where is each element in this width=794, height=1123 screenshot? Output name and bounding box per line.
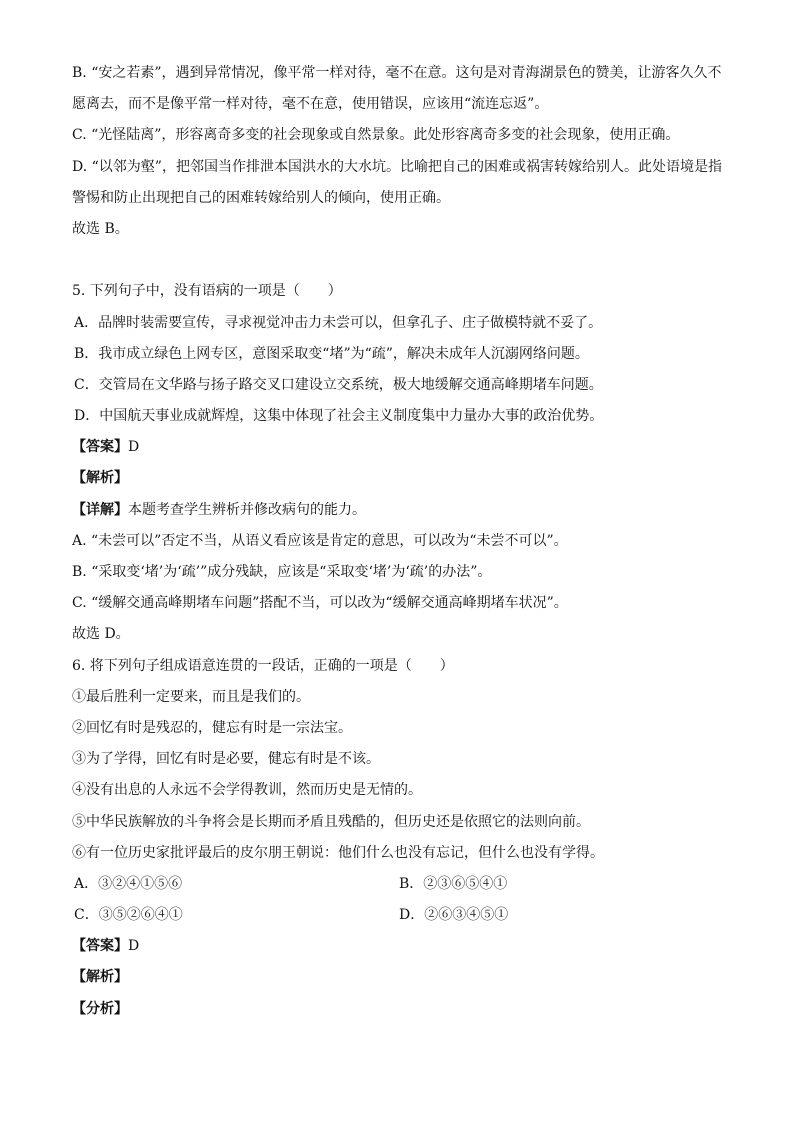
q6-sentence: ①最后胜利一定要来，而且是我们的。 (72, 688, 310, 705)
text-line: 愿离去，而不是像平常一样对待，毫不在意，使用错误，应该用“流连忘返”。 (72, 96, 549, 113)
detail-tag: 【详解】 (72, 501, 128, 518)
q6-sentence: ④没有出息的人永远不会学得教训，然而历史是无情的。 (72, 782, 422, 799)
analyze-tag: 【分析】 (72, 1000, 128, 1017)
q6-option-b: B．②③⑥⑤④① (399, 875, 508, 892)
q6-sentence: ⑤中华民族解放的斗争将会是长期而矛盾且残酷的，但历史还是依照它的法则向前。 (72, 813, 590, 830)
text-line: 故选 B。 (72, 220, 129, 237)
text-line: D. “以邻为壑”，把邻国当作排泄本国洪水的大水坑。比喻把自己的困难或祸害转嫁给别人。此处语境是指 (72, 158, 722, 175)
analysis-tag: 【解析】 (72, 470, 128, 487)
question-6-stem: 6. 将下列句子组成语意连贯的一段话，正确的一项是（ ） (72, 657, 454, 674)
q6-analyze (72, 994, 724, 1025)
answer-tag: 【答案】 (72, 439, 128, 456)
analysis-tag: 【解析】 (72, 969, 128, 986)
q6-options-row-1 (72, 869, 724, 900)
q6-option-c: C．③⑤②⑥④① (74, 907, 183, 924)
q5-analysis (72, 463, 724, 494)
q6-answer (72, 931, 724, 962)
q5-detail (72, 495, 724, 526)
question-5-stem: 5. 下列句子中，没有语病的一项是（ ） (72, 283, 342, 300)
q5-option-d: D．中国航天事业成就辉煌，这集中体现了社会主义制度集中力量办大事的政治优势。 (74, 408, 604, 425)
q5-option-c: C．交管局在文华路与扬子路交叉口建设立交系统，极大地缓解交通高峰期堵车问题。 (74, 376, 603, 393)
q5-explain-a: A. “未尝可以”否定不当，从语义看应该是肯定的意思，可以改为“未尝不可以”。 (72, 532, 568, 549)
q5-option-a: A．品牌时装需要宣传，寻求视觉冲击力未尝可以，但拿孔子、庄子做模特就不妥了。 (74, 314, 603, 331)
q6-option-a: A．③②④①⑤⑥ (74, 875, 183, 892)
q5-explain-b: B. “采取变‘堵’为‘疏’”成分残缺，应该是“采取变‘堵’为‘疏’的办法”。 (72, 564, 492, 580)
q5-option-b: B．我市成立绿色上网专区，意图采取变“堵”为“疏”，解决未成年人沉溺网络问题。 (74, 345, 589, 362)
text-line: 警惕和防止出现把自己的困难转嫁给别人的倾向，使用正确。 (72, 189, 450, 206)
q6-sentence: ③为了学得，回忆有时是必要，健忘有时是不该。 (72, 751, 380, 768)
q6-sentence: ⑥有一位历史家批评最后的皮尔朋王朝说：他们什么也没有忘记，但什么也没有学得。 (72, 844, 604, 861)
q6-sentence: ②回忆有时是残忍的，健忘有时是一宗法宝。 (72, 719, 352, 736)
q5-conclusion: 故选 D。 (72, 626, 130, 643)
q6-options-row-2 (72, 900, 724, 931)
q6-option-d: D．②⑥③④⑤① (399, 907, 509, 924)
q5-explain-c: C. “缓解交通高峰期堵车问题”搭配不当，可以改为“缓解交通高峰期堵车状况”。 (72, 595, 568, 612)
detail-text: 本题考查学生辨析并修改病句的能力。 (128, 501, 366, 518)
spacer (72, 245, 724, 276)
answer-tag: 【答案】 (72, 938, 128, 955)
document-page (72, 58, 724, 1025)
text-line: C. “光怪陆离”，形容离奇多变的社会现象或自然景象。此处形容离奇多变的社会现象，使用正确。 (72, 127, 680, 144)
q6-analysis (72, 962, 724, 993)
answer-value: D (128, 938, 140, 955)
text-line: B. “安之若素”，遇到异常情况，像平常一样对待，毫不在意。这句是对青海湖景色的赞美，让游客久久不 (72, 65, 722, 81)
q5-answer (72, 432, 724, 463)
answer-value: D (128, 439, 140, 456)
